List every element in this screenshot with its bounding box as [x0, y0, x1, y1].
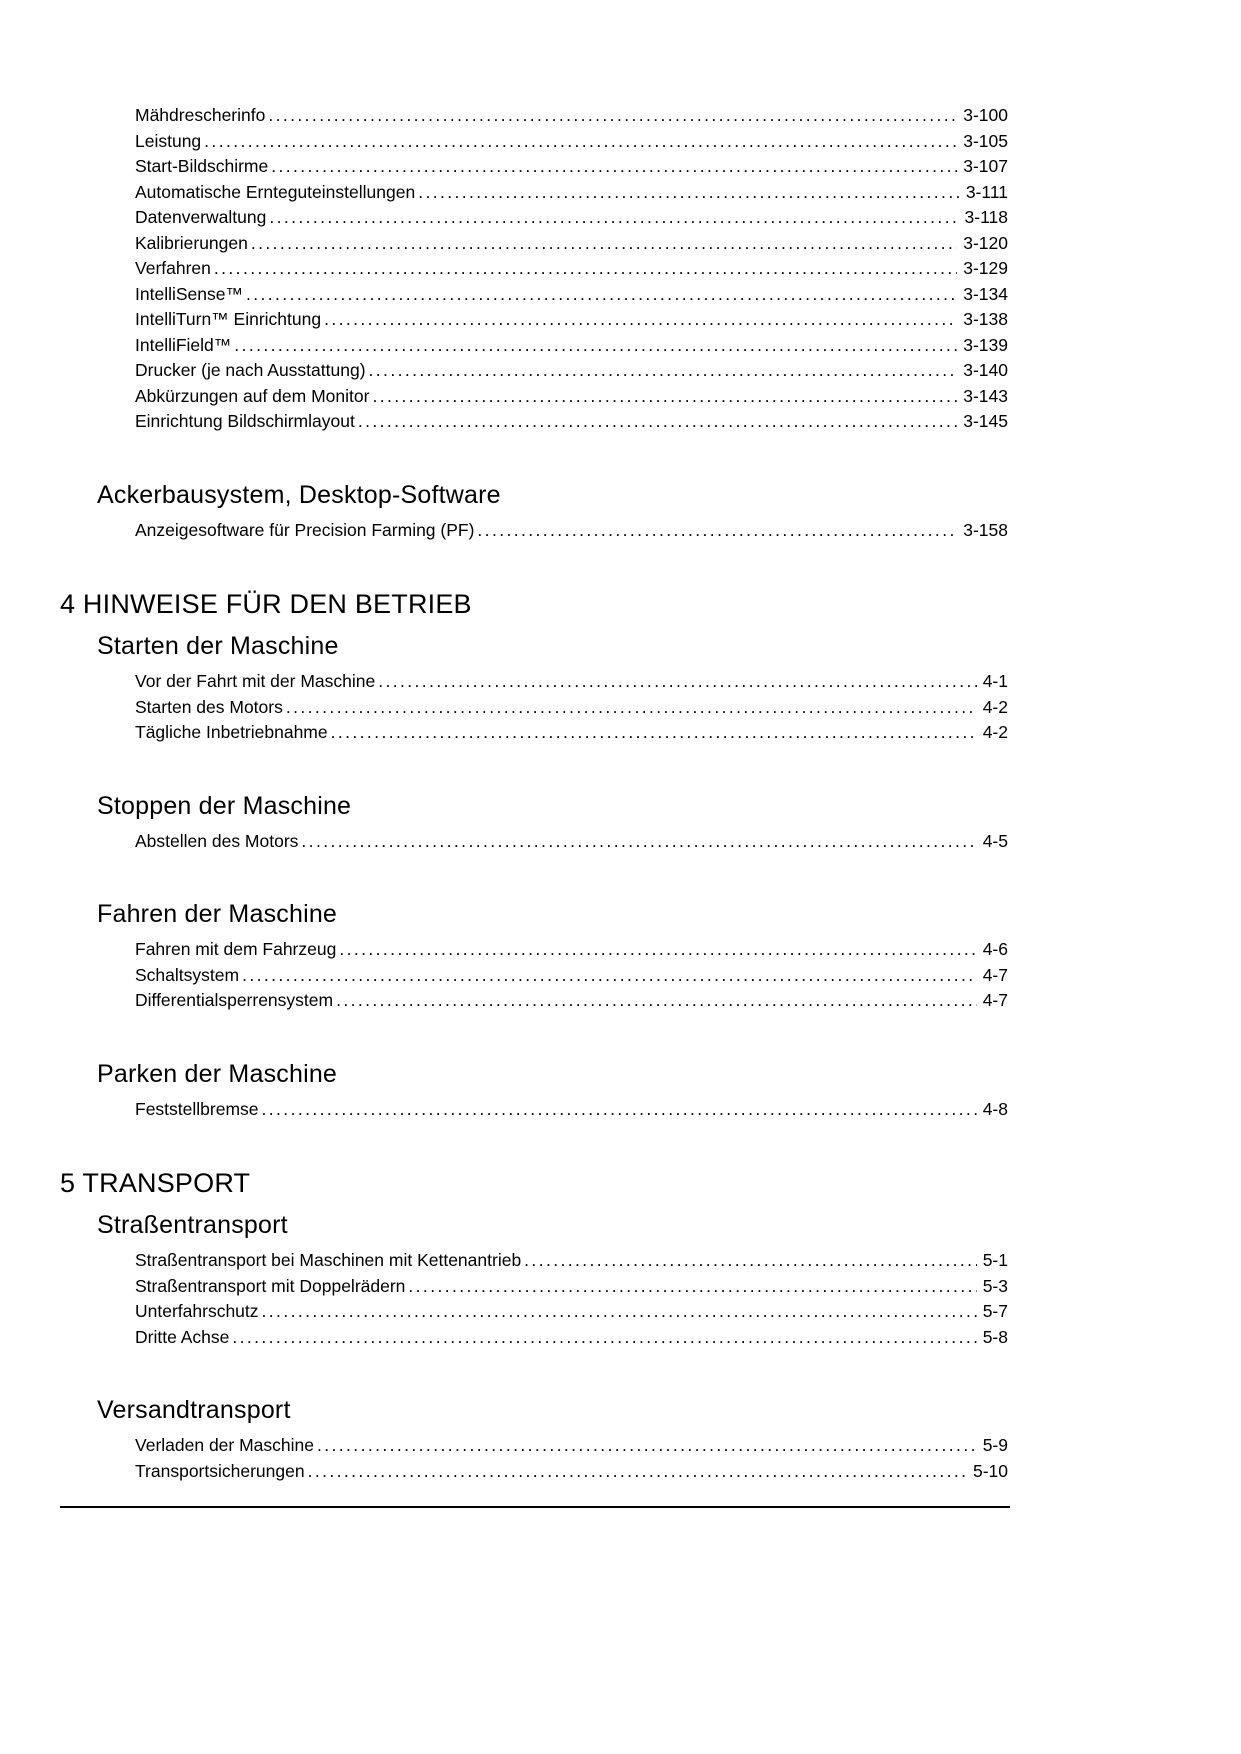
dot-leader	[308, 1459, 967, 1485]
toc-entry-group	[135, 669, 1008, 746]
toc-entry	[135, 988, 1008, 1014]
section-heading: Versandtransport	[97, 1396, 291, 1424]
toc-entry-page-number: 4-8	[982, 1098, 1008, 1119]
dot-leader	[408, 1274, 976, 1300]
toc-entry-title: Start-Bildschirme	[135, 156, 269, 176]
toc-entry	[135, 963, 1008, 989]
chapter-heading: 4 HINWEISE FÜR DEN BETRIEB	[60, 589, 472, 619]
section-heading: Starten der Maschine	[97, 632, 339, 660]
toc-entry	[135, 695, 1008, 721]
dot-leader	[286, 695, 977, 721]
toc-entry-group	[135, 829, 1008, 855]
toc-entry-page-number: 5-7	[982, 1301, 1008, 1321]
toc-entry-page-number: 4-1	[982, 671, 1008, 691]
dot-leader	[268, 103, 957, 129]
dot-leader	[271, 154, 957, 180]
dot-leader	[301, 829, 976, 855]
toc-entry-page-number: 3-100	[963, 105, 1008, 125]
toc-entry-title: Verfahren	[135, 258, 211, 278]
toc-entry-page-number: 3-145	[963, 411, 1008, 431]
toc-entry	[135, 1248, 1008, 1274]
section-heading: Parken der Maschine	[97, 1059, 338, 1088]
toc-entry-title: IntelliField™	[135, 334, 232, 355]
chapter-heading: 5 TRANSPORT	[60, 1168, 251, 1198]
section-heading: Stoppen der Maschine	[97, 791, 352, 820]
toc-entry	[135, 129, 1008, 155]
dot-leader	[336, 988, 977, 1014]
dot-leader	[242, 963, 977, 989]
toc-entry	[135, 1097, 1008, 1123]
dot-leader	[331, 720, 977, 746]
toc-entry-page-number: 5-10	[972, 1460, 1008, 1481]
toc-entry	[135, 154, 1008, 180]
toc-entry	[135, 720, 1008, 746]
toc-entry	[135, 384, 1008, 410]
toc-entry	[135, 1325, 1008, 1351]
toc-entry-title: Mähdrescherinfo	[135, 105, 266, 125]
toc-entry-page-number: 4-5	[982, 830, 1008, 851]
dot-leader	[358, 409, 957, 435]
toc-entry	[135, 829, 1008, 855]
toc-entry	[135, 103, 1008, 129]
toc-entry	[135, 409, 1008, 435]
toc-entry	[135, 1299, 1008, 1325]
toc-entry-group	[135, 103, 1008, 435]
toc-entry-page-number: 3-140	[963, 360, 1008, 380]
dot-leader	[372, 384, 957, 410]
toc-entry	[135, 307, 1008, 333]
toc-entry-title: Vor der Fahrt mit der Maschine	[135, 671, 376, 691]
dot-leader	[262, 1299, 977, 1325]
toc-entry-title: Anzeigesoftware für Precision Farming (PF)	[135, 519, 475, 540]
toc-entry	[135, 231, 1008, 257]
toc-entry-page-number: 3-138	[963, 309, 1008, 329]
dot-leader	[234, 333, 957, 359]
toc-entry-page-number: 3-118	[964, 207, 1008, 227]
toc-entry-title: Differentialsperrensystem	[135, 990, 334, 1010]
toc-entry-page-number: 3-107	[963, 156, 1008, 176]
toc-entry	[135, 1459, 1008, 1485]
section-heading: Fahren der Maschine	[97, 900, 338, 928]
dot-leader	[204, 129, 957, 155]
toc-entry-page-number: 3-111	[965, 181, 1008, 202]
toc-entry	[135, 358, 1008, 384]
toc-entry-title: Kalibrierungen	[135, 232, 248, 253]
toc-entry-title: Fahren mit dem Fahrzeug	[135, 939, 337, 959]
dot-leader	[369, 358, 958, 384]
toc-entry	[135, 1274, 1008, 1300]
toc-entry	[135, 256, 1008, 282]
dot-leader	[339, 937, 976, 963]
toc-entry-page-number: 3-120	[963, 232, 1008, 253]
dot-leader	[378, 669, 976, 695]
dot-leader	[246, 282, 957, 308]
toc-entry-page-number: 3-134	[963, 283, 1008, 304]
toc-entry-page-number: 5-3	[982, 1275, 1008, 1296]
toc-entry-title: Dritte Achse	[135, 1326, 230, 1347]
dot-leader	[269, 205, 958, 231]
toc-entry-title: Abkürzungen auf dem Monitor	[135, 385, 370, 406]
dot-leader	[262, 1097, 977, 1123]
toc-entry-page-number: 4-6	[982, 939, 1008, 959]
toc-entry-title: Drucker (je nach Ausstattung)	[135, 360, 366, 380]
toc-entry	[135, 669, 1008, 695]
toc-entry-title: Straßentransport mit Doppelrädern	[135, 1275, 406, 1296]
toc-entry	[135, 282, 1008, 308]
toc-entry-title: Verladen der Maschine	[135, 1435, 314, 1455]
dot-leader	[418, 180, 960, 206]
toc-entry-page-number: 4-2	[982, 722, 1008, 742]
toc-entry-title: Transportsicherungen	[135, 1460, 305, 1481]
dot-leader	[214, 256, 957, 282]
toc-entry	[135, 1433, 1008, 1459]
toc-entry-title: Starten des Motors	[135, 696, 283, 717]
toc-entry-page-number: 4-7	[982, 990, 1008, 1010]
dot-leader	[324, 307, 957, 333]
toc-entry	[135, 180, 1008, 206]
toc-entry-title: Automatische Ernteguteinstellungen	[135, 181, 416, 202]
toc-entry-group	[135, 518, 1008, 544]
toc-entry-page-number: 3-143	[963, 385, 1008, 406]
dot-leader	[477, 518, 957, 544]
toc-entry-group	[135, 1097, 1008, 1123]
section-heading: Ackerbausystem, Desktop-Software	[97, 480, 501, 509]
toc-entry-title: IntelliSense™	[135, 283, 243, 304]
toc-entry-title: Datenverwaltung	[135, 207, 267, 227]
toc-entry-title: Straßentransport bei Maschinen mit Kettenantrieb	[135, 1250, 522, 1270]
dot-leader	[524, 1248, 977, 1274]
toc-entry-page-number: 3-129	[963, 258, 1008, 278]
toc-entry-title: IntelliTurn™ Einrichtung	[135, 309, 322, 329]
toc-entry-group	[135, 937, 1008, 1014]
toc-entry-page-number: 3-158	[963, 519, 1008, 540]
toc-entry-page-number: 4-2	[982, 696, 1008, 717]
toc-entry-title: Unterfahrschutz	[135, 1301, 259, 1321]
section-heading: Straßentransport	[97, 1211, 288, 1239]
toc-entry-group	[135, 1248, 1008, 1350]
toc-entry	[135, 937, 1008, 963]
toc-entry-page-number: 5-1	[982, 1250, 1008, 1270]
toc-entry-title: Abstellen des Motors	[135, 830, 299, 851]
toc-entry-group	[135, 1433, 1008, 1484]
toc-entry-page-number: 5-8	[982, 1326, 1008, 1347]
toc-entry-title: Einrichtung Bildschirmlayout	[135, 411, 355, 431]
toc-entry	[135, 518, 1008, 544]
toc-entry-page-number: 4-7	[982, 964, 1008, 985]
toc-entry-title: Tägliche Inbetriebnahme	[135, 722, 328, 742]
toc-entry-title: Feststellbremse	[135, 1098, 259, 1119]
toc-entry-title: Schaltsystem	[135, 964, 240, 985]
footer-divider	[60, 1506, 1010, 1508]
dot-leader	[251, 231, 957, 257]
toc-entry	[135, 333, 1008, 359]
dot-leader	[232, 1325, 976, 1351]
dot-leader	[317, 1433, 977, 1459]
toc-entry-page-number: 3-105	[963, 130, 1008, 151]
toc-entry	[135, 205, 1008, 231]
toc-entry-page-number: 5-9	[982, 1435, 1008, 1455]
toc-entry-page-number: 3-139	[963, 334, 1008, 355]
toc-entry-title: Leistung	[135, 130, 202, 151]
